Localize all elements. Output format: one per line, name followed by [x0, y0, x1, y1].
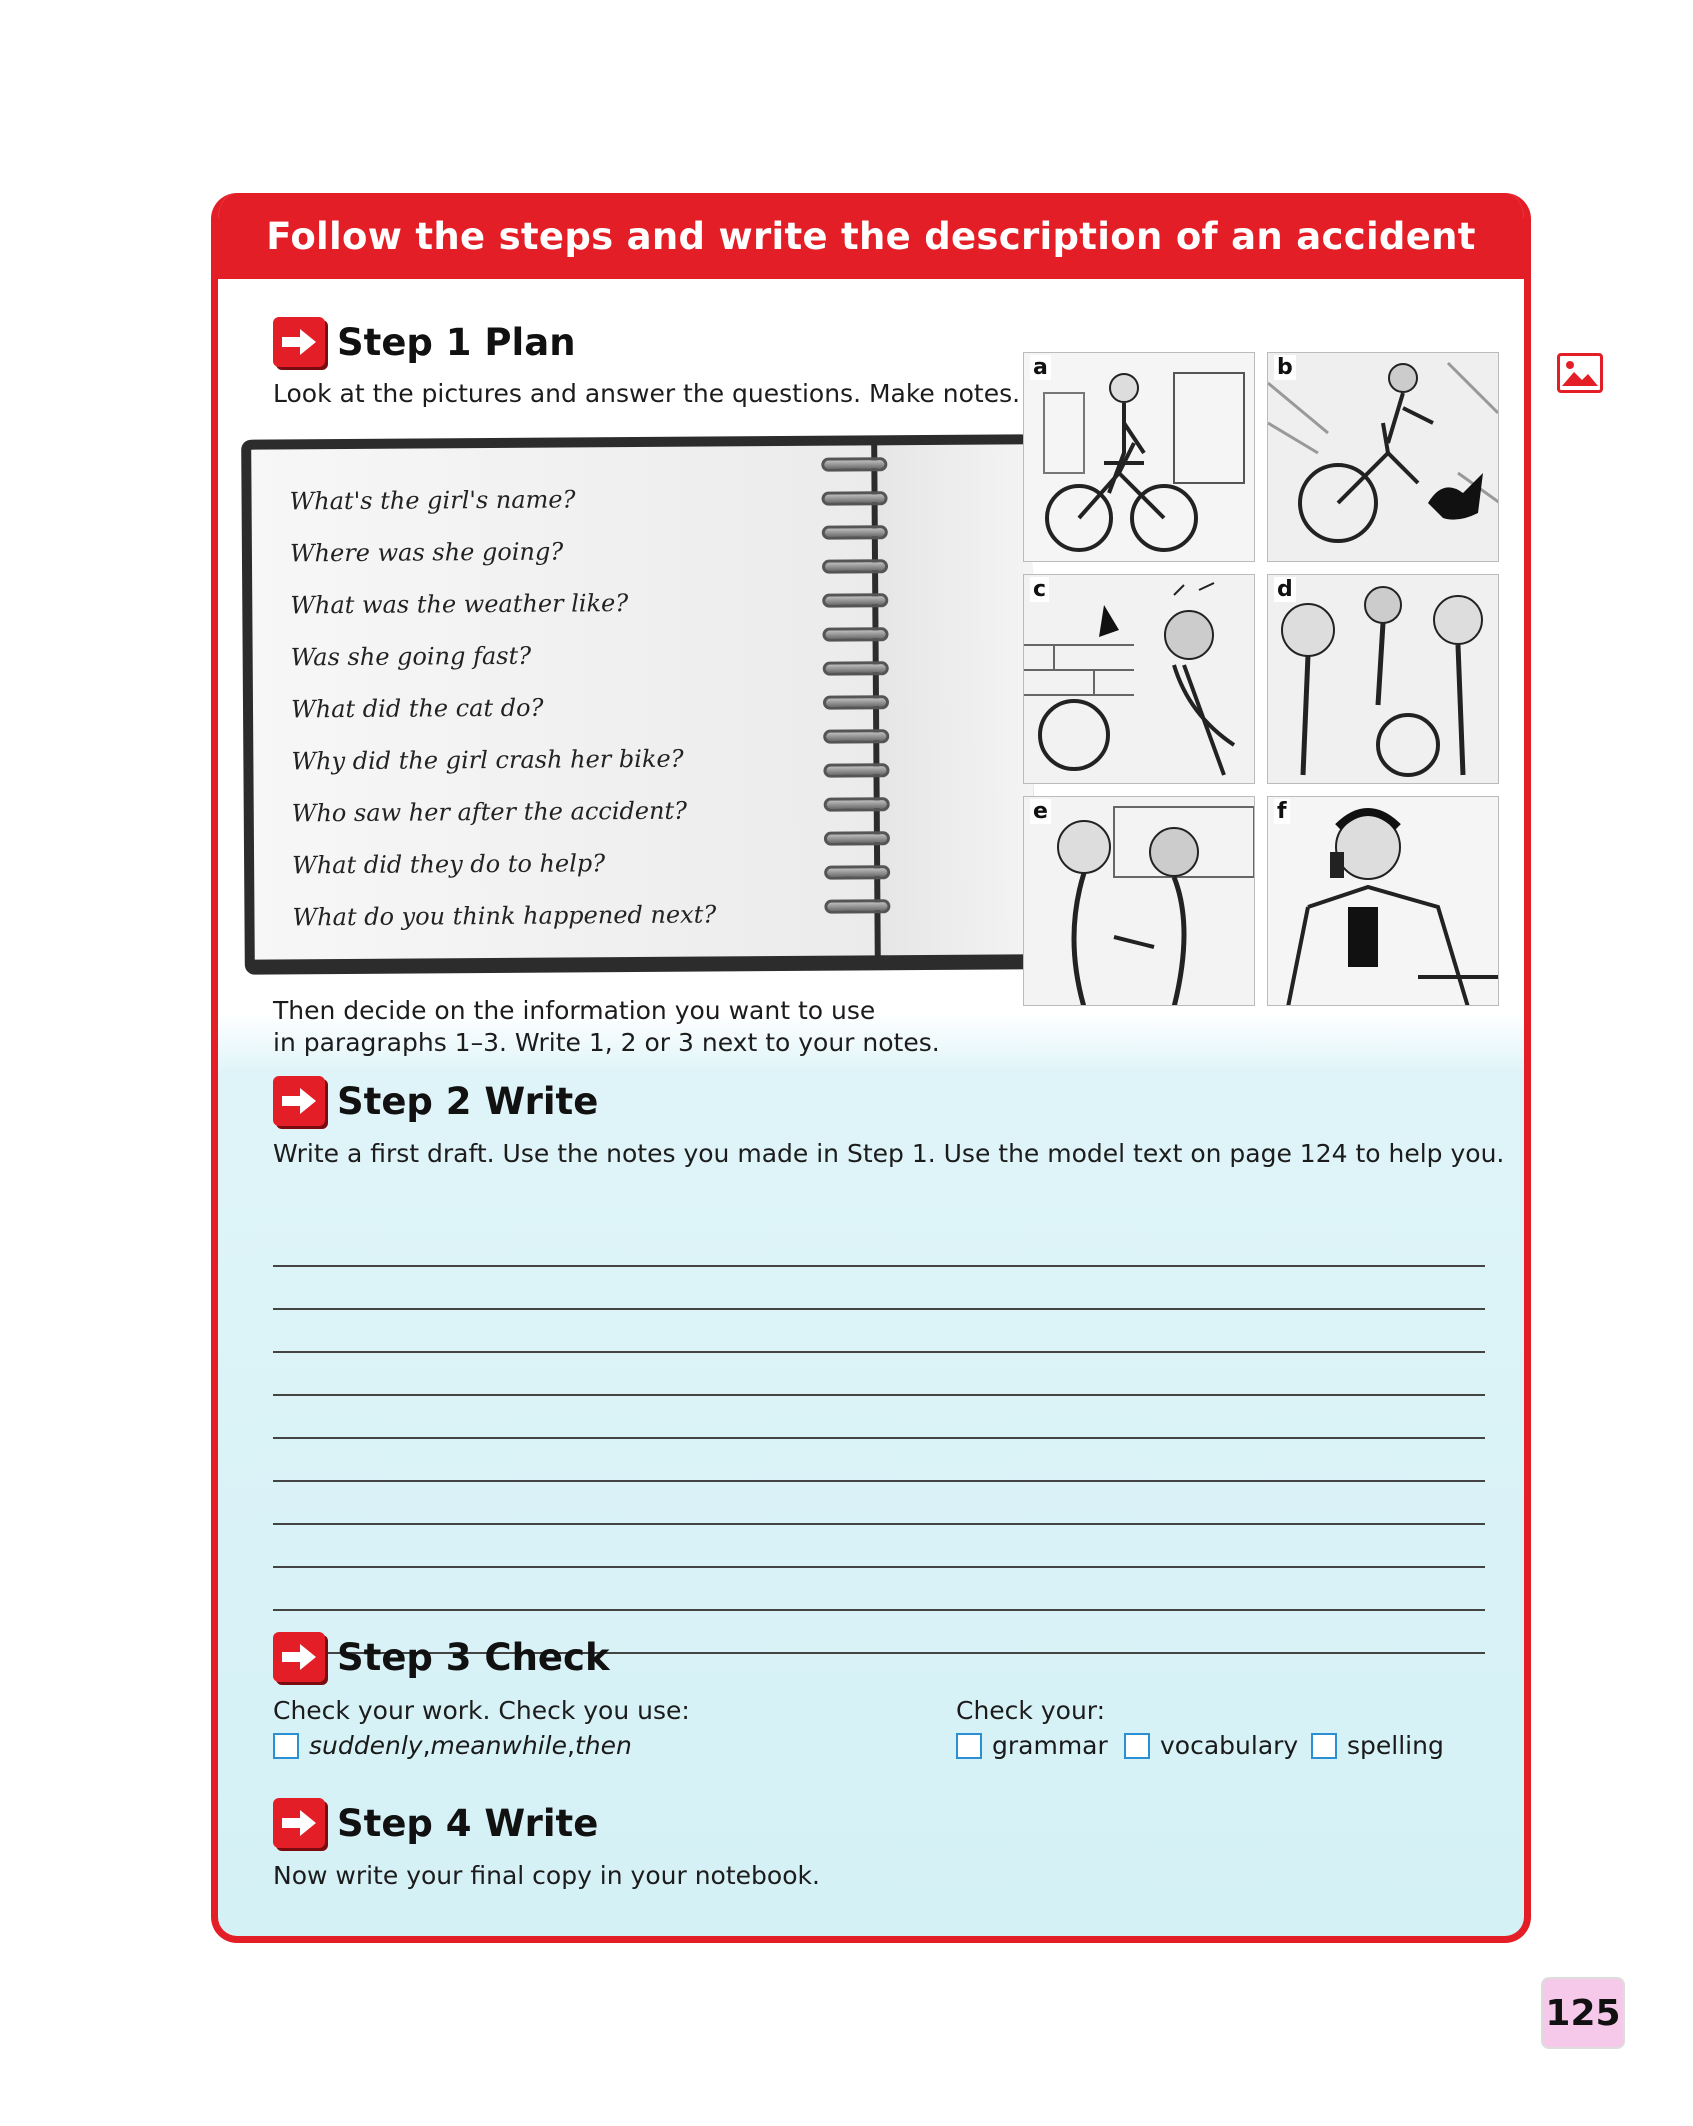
step1-title: Step 1 Plan [337, 320, 576, 364]
step2-instruction: Write a first draft. Use the notes you made in Step 1. Use the model text on page 124 to help you. [273, 1139, 1505, 1168]
step4-heading [273, 1798, 598, 1848]
writing-line[interactable] [273, 1439, 1485, 1482]
check-label: vocabulary [1160, 1731, 1299, 1760]
question-item: Who saw her after the accident? [291, 796, 688, 828]
arrow-icon [273, 1798, 325, 1848]
step3-heading [273, 1632, 610, 1682]
notebook-right-page [877, 444, 1035, 955]
picture-label: d [1274, 577, 1296, 602]
notebook [241, 434, 1035, 975]
question-item: Was she going fast? [290, 641, 532, 672]
separator: , [422, 1731, 431, 1760]
picture-label: a [1030, 355, 1051, 380]
linker-word: meanwhile [430, 1731, 567, 1760]
question-list [289, 478, 716, 949]
step1-heading [273, 317, 576, 367]
picture-e [1023, 796, 1255, 1006]
step2-title: Step 2 Write [337, 1079, 599, 1123]
question-item: Where was she going? [289, 537, 564, 568]
question-item: What did the cat do? [290, 693, 544, 724]
checkbox[interactable] [956, 1733, 982, 1759]
writing-line[interactable] [273, 1568, 1485, 1611]
picture-grid [1023, 352, 1505, 1010]
picture-f [1267, 796, 1499, 1006]
question-item: What was the weather like? [290, 589, 629, 620]
check-item-linkers[interactable] [273, 1731, 632, 1760]
check-item-grammar[interactable] [956, 1731, 1108, 1760]
step1-after-line2: in paragraphs 1–3. Write 1, 2 or 3 next to your notes. [273, 1028, 940, 1057]
step4-instruction: Now write your final copy in your notebook. [273, 1861, 820, 1890]
step3-title: Step 3 Check [337, 1635, 610, 1679]
picture-label: b [1274, 355, 1296, 380]
step3-left-label: Check your work. Check you use: [273, 1696, 690, 1725]
picture-label: e [1030, 799, 1051, 824]
step4-title: Step 4 Write [337, 1801, 599, 1845]
writing-line[interactable] [273, 1353, 1485, 1396]
checkbox[interactable] [1124, 1733, 1150, 1759]
writing-lines[interactable] [273, 1224, 1485, 1654]
check-item-vocabulary[interactable] [1124, 1731, 1298, 1760]
arrow-icon [273, 1632, 325, 1682]
writing-line[interactable] [273, 1310, 1485, 1353]
step3-right-label: Check your: [956, 1696, 1106, 1725]
check-label: grammar [992, 1731, 1108, 1760]
picture-label: c [1030, 577, 1049, 602]
question-item: What did they do to help? [292, 849, 606, 880]
linker-word: suddenly [309, 1731, 423, 1760]
picture-b [1267, 352, 1499, 562]
writing-line[interactable] [273, 1482, 1485, 1525]
notebook-left-page [251, 445, 875, 959]
picture-a [1023, 352, 1255, 562]
spiral-binding [821, 457, 894, 933]
step2-heading [273, 1076, 598, 1126]
step1-after-line1: Then decide on the information you want to use [273, 996, 876, 1025]
picture-d [1267, 574, 1499, 784]
writing-line[interactable] [273, 1525, 1485, 1568]
writing-line[interactable] [273, 1267, 1485, 1310]
picture-c [1023, 574, 1255, 784]
question-item: What do you think happened next? [292, 900, 717, 932]
linker-word: then [574, 1731, 632, 1760]
question-item: Why did the girl crash her bike? [291, 744, 684, 776]
page-number: 125 [1541, 1977, 1625, 2049]
arrow-icon [273, 1076, 325, 1126]
check-item-spelling[interactable] [1311, 1731, 1444, 1760]
image-icon[interactable] [1557, 353, 1603, 393]
panel-title: Follow the steps and write the description of an accident [218, 193, 1524, 279]
question-item: What's the girl's name? [289, 485, 576, 516]
picture-label: f [1274, 799, 1290, 824]
checkbox[interactable] [1311, 1733, 1337, 1759]
step1-instruction: Look at the pictures and answer the questions. Make notes. [273, 379, 1021, 408]
checkbox[interactable] [273, 1733, 299, 1759]
check-label: spelling [1347, 1731, 1444, 1760]
writing-line[interactable] [273, 1396, 1485, 1439]
writing-line[interactable] [273, 1224, 1485, 1267]
arrow-icon [273, 317, 325, 367]
separator: , [567, 1731, 575, 1760]
